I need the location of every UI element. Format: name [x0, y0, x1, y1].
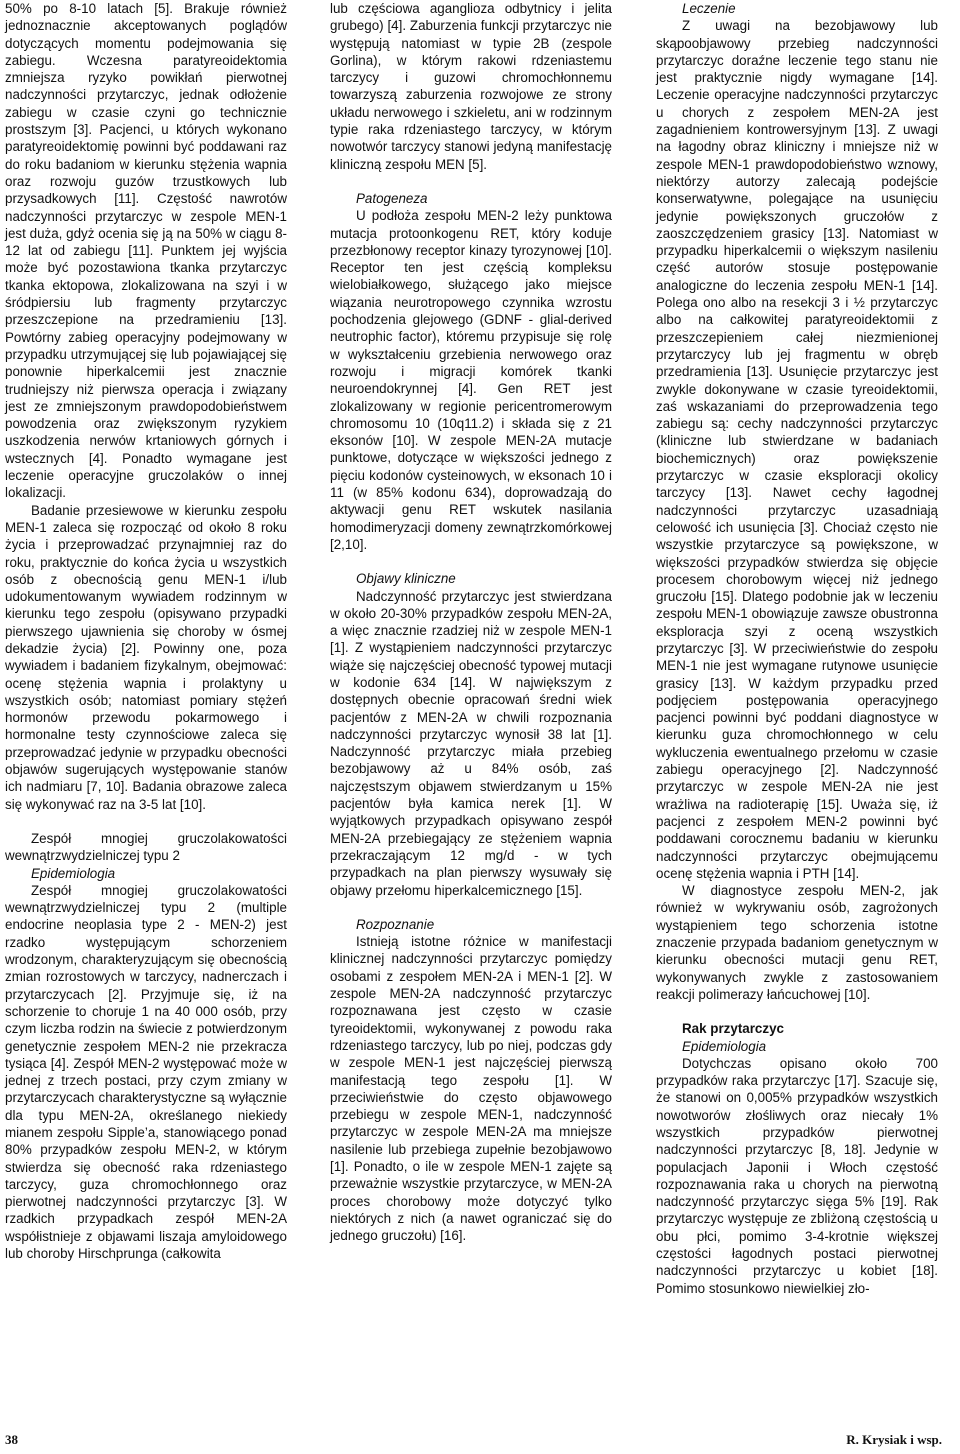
text-column-3 [656, 0, 938, 1297]
section-subheading: Patogeneza [356, 190, 428, 206]
section-subheading: Leczenie [682, 1, 736, 16]
text-column-2 [330, 0, 612, 1244]
section-subheading: Rozpoznanie [356, 916, 435, 932]
paragraph: lub częściowa aganglioza odbytnicy i jelita grubego) [4]. Zaburzenia funkcji przytarczyc nie występują natomiast w typie 2B (zespole Gorlina), w którym rakowi rdzeniastemu tarczycy i guzowi chromochłonnemu towarzyszą zaburzenia rozwojowe ze strony układu nerwowego i szkieletu, ani w rodzinnym typie raka rdzeniastego tarczycy, w którym nowotwór tarczycy stanowi jedyną manifestację kliniczną zespołu MEN [5]. [330, 1, 612, 172]
paragraph: Z uwagi na bezobjawowy lub skąpoobjawowy przebieg nadczynności przytarczyc doraźne leczenie tego stanu nie jest praktycznie nigdy wymagane [14]. Leczenie operacyjne nadczynności przytarczyc u chorych z zespołem MEN-2A jest zagadnieniem kontrowersyjnym [13]. Z uwagi na łagodny obraz kliniczny i mniejsze niż w zespole MEN-1 prawdopodobieństwo wznowy, niektórzy autorzy zalecają podejście konserwatywne, polegające na usunięciu jedynie powiększonych gruczołów z zaoszczędzeniem grasicy [13]. Natomiast w przypadku hiperkalcemii o większym nasileniu część autorów stosuje postępowanie analogiczne do leczenia zespołu MEN-1 [14]. Polega ono albo na resekcji 3 i ½ przytarczyc albo na całkowitej paratyreoidektomii z przeszczepieniem całej niezmienionej przytarczycy lub jej fragmentu w obręb przedramienia [13]. Usunięcie przytarczyc jest zwykle dokonywane w czasie tyreoidektomii, zaś wskazaniami do przeprowadzenia tego zabiegu są: cechy nadczynności przytarczyc (kliniczne lub stwierdzane w badaniach biochemicznych) oraz powiększenie przytarczyc w czasie eksploracji okolicy tarczycy [13]. Nawet cechy łagodnej nadczynności przytarczyc uzasadniają celowość ich usunięcia [3]. Chociaż często nie wszystkie przytarczyce są powiększone, w większości przypadków stwierdza się objęcie procesem chorobowym więcej niż jednego gruczołu [15]. Dlatego podobnie jak w leczeniu zespołu MEN-1 obowiązuje zawsze obustronna eksploracja szyi z oceną wszystkich przytarczyc [3]. W przeciwieństwie do zespołu MEN-1 nie jest wymagane rutynowe usunięcie grasicy [13]. W każdym przypadku przed podjęciem postępowania operacyjnego pacjenci powinni być poddani diagnostyce w kierunku guza chromochłonnego w celu wykluczenia ewentualnego przełomu w czasie zabiegu operacyjnego [2]. Nadczynność przytarczyc w zespole MEN-2A nie jest wrażliwa na radioterapię [15]. Uważa się, iż pacjenci z zespołem MEN-2 powinni być poddawani corocznemu badaniu w kierunku nadczynności przytarczyc obejmującemu ocenę stężenia wapnia i PTH [14]. [656, 18, 938, 881]
paragraph-gap [330, 173, 612, 190]
section-subheading: Epidemiologia [682, 1038, 767, 1054]
paragraph: Zespół mnogiej gruczolakowatości wewnątrzwydzielniczej typu 2 (multiple endocrine neoplasia type 2 - MEN-2) jest rzadko występującym schorzeniem wrodzonym, charakteryzującym się obecnością zmian rozrostowych w tarczycy, nadnerczach i przytarczycach [2]. Przyjmuje się, iż na schorzenie to choruje 1 na 40 000 osób, przy czym liczba rodzin na świecie z potwierdzonym genetycznie zespołem MEN-2 nie przekracza tysiąca [4]. Zespół MEN-2 występować może w jednej z trzech postaci, przy czym zmiany w przytarczycach charakterystyczne są wyłącznie dla typu MEN-2A, określanego niekiedy mianem zespołu Sipple’a, stanowiącego ponad 80% przypadków zespołu MEN-2, w którym stwierdza się obecność raka rdzeniastego tarczycy, guza chromochłonnego oraz pierwotnej nadczynności przytarczyc [3]. W rzadkich przypadkach zespół MEN-2A współistnieje z objawami liszaja amyloidowego lub choroby Hirschprunga (całkowita [5, 882, 287, 1262]
section-subheading: Epidemiologia [31, 865, 116, 881]
paragraph: W diagnostyce zespołu MEN-2, jak również w wykrywaniu osób, zagrożonych wystąpieniem tego schorzenia istotne znaczenie przypada badaniom genetycznym w kierunku obecności mutacji genu RET, wykonywanych zwykle z zastosowaniem reakcji polimerazy łańcuchowej [10]. [656, 883, 938, 1002]
section-heading: Rak przytarczyc [682, 1021, 784, 1037]
section-subheading: Objawy kliniczne [356, 571, 456, 587]
paragraph: U podłoża zespołu MEN-2 leży punktowa mutacja protoonkogenu RET, który koduje przezbłonowy receptor kinazy tyrozynowej [10]. Receptor ten jest częścią kompleksu wielobiałkowego, służącego jako miejsce wiązania neurotropowego czynnika wzrostu pochodzenia glejowego (GDNF - glial-derived neutrophic factor), któremu przypisuje się rolę w wykształceniu grzebienia nerwowego oraz rozwoju i migracji komórek tkanki neuroendokrynnej [4]. Gen RET jest zlokalizowany w regionie pericentromerowym chromosomu 10 (10q11.2) i składa się z 21 eksonów [10]. W zespole MEN-2A mutacje punktowe, dotyczące w większości jednego z pięciu kodonów cysteinowych, w eksonach 10 i 11 (w 85% kodonu 634), doprowadzają do aktywacji genu RET wskutek nasilania homodimeryzacji domeny zewnątrzkomórkowej [2,10]. [330, 208, 612, 552]
running-footer-author: R. Krysiak i wsp. [846, 1432, 942, 1447]
paragraph: Istnieją istotne różnice w manifestacji klinicznej nadczynności przytarczyc pomiędzy osobami z zespołem MEN-2A i MEN-1 [2]. W zespole MEN-2A nadczynność przytarczyc rozpoznawana jest często w czasie tyreoidektomii, wykonywanej z powodu raka rdzeniastego tarczycy, lub po niej, podczas gdy w zespole MEN-1 jest najczęściej pierwszą manifestacją tego zespołu [1]. W przeciwieństwie do często objawowego przebiegu w zespole MEN-1, nadczynność przytarczyc w zespole MEN-2A ma mniejsze nasilenie lub przebiega zupełnie bezobjawowo [1]. Ponadto, o ile w zespole MEN-1 zajęte są przeważnie wszystkie przytarczyce, w MEN-2A proces chorobowy może dotyczyć tylko niektórych z nich (a nawet ograniczać się do jednego gruczołu) [16]. [330, 934, 612, 1244]
paragraph: Dotychczas opisano około 700 przypadków raka przytarczyc [17]. Szacuje się, że stanowi on 0,005% przypadków wszystkich nowotworów złośliwych oraz niecały 1% wszystkich przypadków pierwotnej nadczynności przytarczyc [8, 18]. Jedynie w populacjach Japonii i Włoch częstość rozpoznawania raka u chorych na pierwotną nadczynność przytarczyc sięga 5% [19]. Rak przytarczyc występuje ze zbliżoną częstością u obu płci, pomimo 3-4-krotnie większej częstości łagodnych postaci pierwotnej nadczynności przytarczyc u kobiet [18]. Pomimo stosunkowo niewielkiej zło- [656, 1055, 938, 1296]
paragraph-gap [656, 1003, 938, 1020]
paragraph: Nadczynność przytarczyc jest stwierdzana w około 20-30% przypadków zespołu MEN-2A, a więc znacznie rzadziej niż w zespole MEN-1 [1]. Z wystąpieniem nadczynności przytarczyc wiąże się najczęściej obecność typowej mutacji w kodonie 634 [14]. W największym z dostępnych obecnie opracowań średni wiek pacjentów z MEN-2A w chwili rozpoznania nadczynności przytarczyc wynosił 38 lat [1]. Nadczynność przytarczyc miała przebieg bezobjawowy aż u 84% osób, zaś najczęstszym objawem stwierdzanym u 15% pacjentów była kamica nerek [1]. W wyjątkowych przypadkach opisywano zespół MEN-2A przebiegający ze stężeniem wapnia przekraczającym 12 mg/d - w tych przypadkach na plan pierwszy wysuwały się objawy przełomu hiperkalcemicznego [15]. [330, 588, 612, 898]
page-number: 38 [5, 1432, 18, 1447]
paragraph: Badanie przesiewowe w kierunku zespołu MEN-1 zaleca się rozpocząć od około 8 roku życia i przeprowadzać przynajmniej raz do roku, praktycznie do końca życia u wszystkich osób z obecnością genu MEN-1 i/lub udokumentowanym wywiadem rodzinnym w kierunku tego zespołu (opisywano przypadki pierwszego ujawnienia się choroby w ósmej dekadzie życia) [2]. Powinny one, poza wywiadem i badaniem fizykalnym, obejmować: ocenę stężenia wapnia i prolaktyny u wszystkich osób; natomiast pomiary stężeń hormonów przewodu pokarmowego i hormonalne testy czynnościowe zaleca się przeprowadzać jedynie w przypadku obecności objawów sugerujących występowanie stanów ich nadmiaru [7, 10]. Badania obrazowe zaleca się wykonywać raz na 3-5 lat [10]. [5, 502, 287, 812]
paragraph-gap [330, 899, 612, 916]
paragraph-gap [5, 813, 287, 830]
paragraph: 50% po 8-10 latach [5]. Brakuje również jednoznacznie akceptowanych poglądów dotyczących momentu podejmowania się zabiegu. Wczesna paratyreoidektomia zmniejsza ryzyko powikłań pierwotnej nadczynności przytarczyc, jednak odłożenie zabiegu w czasie czyni go technicznie prostszym [3]. Pacjenci, u których wykonano paratyreoidektomię powinni być poddawani raz do roku badaniom w kierunku stężenia wapnia oraz rozwoju guzów trzustkowych lub przysadkowych [11]. Częstość nawrotów nadczynności przytarczyc w zespole MEN-1 jest duża, gdyż ocenia się ją na 50% w ciągu 8-12 lat od zabiegu [11]. Punktem jej wyjścia może być pozostawiona tkanka przytarczyc tkanka ektopowa, zlokalizowana na szyi i w śródpiersiu lub fragmenty przytarczyc przeszczepione na przedramieniu [13]. Powtórny zabieg operacyjny podejmowany w przypadku utrzymującej się lub pojawiającej się ponownie hiperkalcemii jest znacznie trudniejszy niż pierwsza operacja i związany jest ze zmniejszonym prawdopodobieństwem powodzenia oraz zwiększonym ryzykiem uszkodzenia nerwów krtaniowych górnych i wstecznych [4]. Ponadto wymagane jest leczenie operacyjne gruczolaków o innej lokalizacji. [5, 1, 287, 501]
paragraph-gap [330, 553, 612, 570]
paragraph: Zespół mnogiej gruczolakowatości wewnątrzwydzielniczej typu 2 [5, 830, 287, 864]
text-column-1 [5, 0, 287, 1262]
